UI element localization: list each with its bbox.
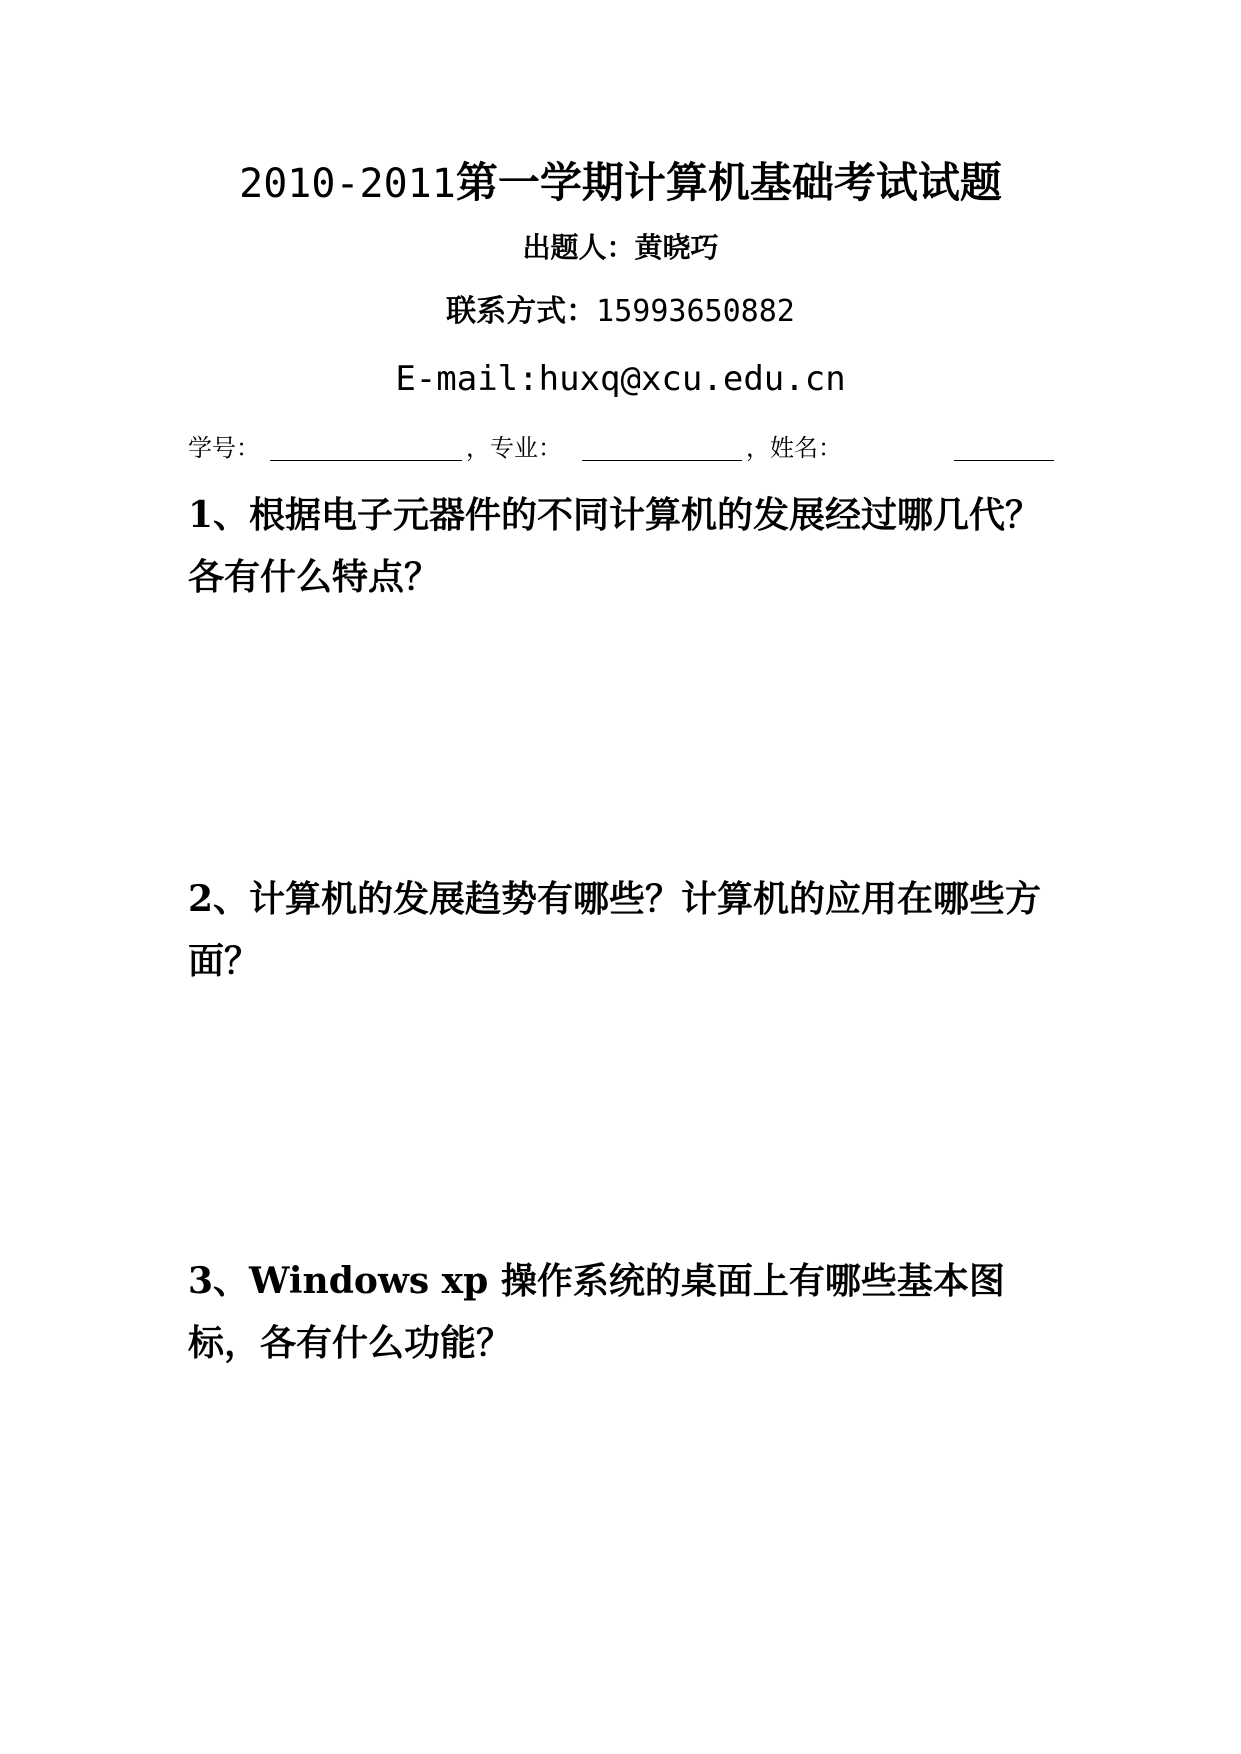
major-blank[interactable] [582, 460, 742, 461]
student-id-label: 学号： [188, 434, 260, 462]
contact-label: 联系方式： [446, 294, 597, 329]
student-id-blank[interactable] [270, 460, 462, 461]
contact-phone: 15993650882 [596, 294, 795, 329]
question-1: 1、根据电子元器件的不同计算机的发展经过哪几代？各有什么特点？ [188, 494, 1042, 598]
exam-title [0, 155, 1241, 212]
name-blank[interactable] [954, 460, 1054, 461]
email-line: E-mail:huxq@xcu.edu.cn [395, 359, 846, 399]
exam-title-year: 2010-2011 [239, 161, 456, 207]
exam-title-text: 第一学期计算机基础考试试题 [455, 158, 1002, 207]
author-label: 出题人： [522, 231, 635, 264]
contact-line [0, 290, 1241, 334]
question-2: 2、计算机的发展趋势有哪些？计算机的应用在哪些方面？ [188, 878, 1042, 982]
separator-comma: ， [466, 434, 490, 462]
separator-comma: ， [746, 434, 770, 462]
author-name: 黄晓巧 [634, 231, 719, 264]
author-line [0, 228, 1241, 268]
name-label: 姓名： [770, 434, 842, 462]
question-3: 3、Windows xp 操作系统的桌面上有哪些基本图标，各有什么功能？ [188, 1260, 1005, 1364]
student-info-fields [188, 428, 1058, 468]
major-label: 专业： [490, 434, 562, 462]
